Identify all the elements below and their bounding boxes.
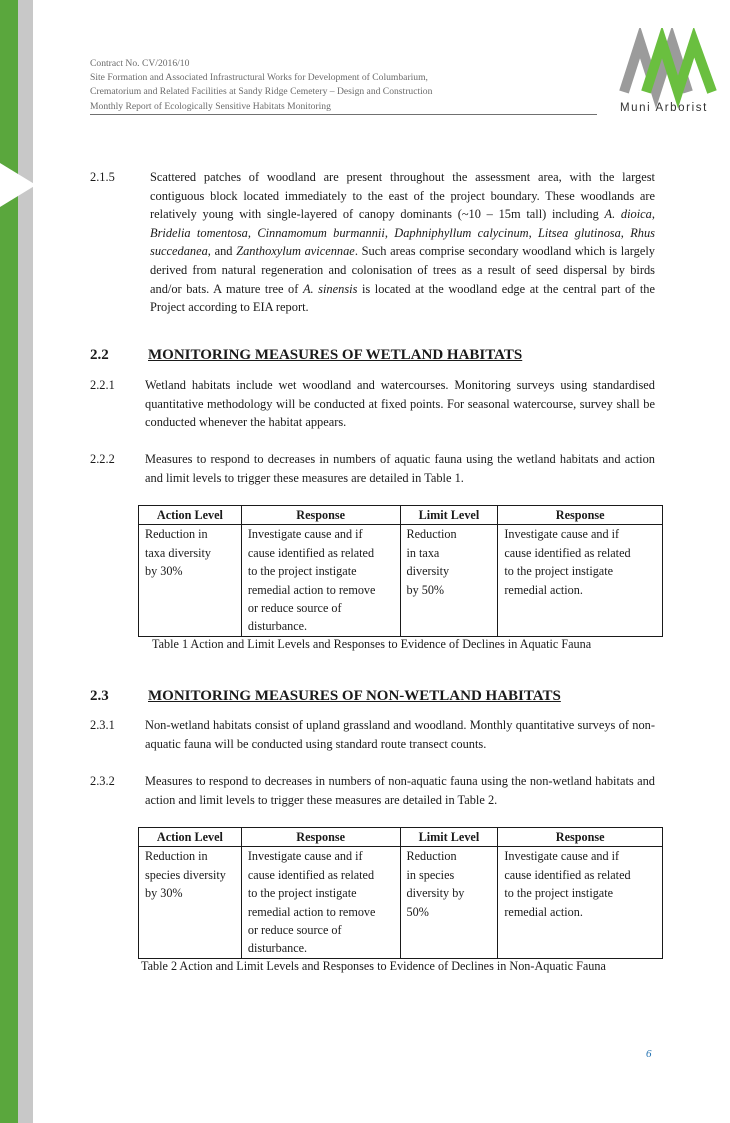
para-2-1-5: Scattered patches of woodland are present throughout the assessment area, with the largest contiguous block located immediately to the east of the project boundary. These woodlands are relatively young with single-layered of canopy dominants (~10 – 15m tall) including A. dioica, Bridelia tomentosa, Cinnamomum burmannii, Daphniphyllum calycinum, Litsea glutinosa, Rhus succedanea, and Zanthoxylum avicennae. Such areas comprise secondary woodland which is largely derived from natural regeneration and colonisation of trees as a result of seed dispersal by birds and/or bats. A mature tree of A. sinensis is located at the woodland edge at the central part of the Project according to EIA report. xyxy=(150,170,656,315)
table-2-non-aquatic-fauna xyxy=(138,827,663,959)
para-2-3-2: Measures to respond to decreases in numbers of non-aquatic fauna using the non-wetland habitats and action and limit levels to trigger these measures are detailed in Table 2. xyxy=(145,774,655,807)
logo-wordmark: Muni Arborist xyxy=(620,102,708,114)
cell-line: by 50% xyxy=(406,582,445,597)
table-1-header-action-level: Action Level xyxy=(139,506,242,525)
cell-line: remedial action. xyxy=(504,904,583,919)
table-1-header-response: Response xyxy=(241,506,400,525)
table-2-header-limit-level: Limit Level xyxy=(400,828,498,847)
cell-line: species diversity xyxy=(145,867,226,882)
cell-line: cause identified as related xyxy=(247,867,375,882)
cell-line: Reduction xyxy=(406,527,457,542)
table-1-aquatic-fauna xyxy=(138,505,663,637)
cell-line: to the project instigate xyxy=(247,564,357,579)
cell-line: in taxa xyxy=(406,545,440,560)
page-header xyxy=(90,57,600,114)
table-2-header-row xyxy=(139,828,663,847)
cell-line: Reduction xyxy=(406,849,457,864)
cell-line: Investigate cause and if xyxy=(504,849,620,864)
para-2-3-2-number: 2.3.2 xyxy=(90,774,115,788)
para-2-2-2-number: 2.2.2 xyxy=(90,452,115,466)
cell-line: Investigate cause and if xyxy=(504,527,620,542)
table-2-header-response-2: Response xyxy=(498,828,663,847)
cell-line: in species xyxy=(406,867,455,882)
header-divider xyxy=(90,114,597,115)
cell-line: diversity xyxy=(406,564,450,579)
para-2-2-2: Measures to respond to decreases in numbers of aquatic fauna using the wetland habitats and action and limit levels to trigger these measures are detailed in Table 1. xyxy=(145,452,655,485)
header-project-line-1: Site Formation and Associated Infrastructural Works for Development of Columbarium, xyxy=(90,72,428,84)
cell-line: to the project instigate xyxy=(504,564,613,579)
table-2-response-2-cell xyxy=(498,847,663,958)
cell-line: diversity by xyxy=(406,886,465,901)
section-2-3-number: 2.3 xyxy=(90,688,109,704)
table-1-header-limit-level: Limit Level xyxy=(400,506,498,525)
table-2-response-cell xyxy=(241,847,400,958)
table-2-header-response: Response xyxy=(241,828,400,847)
left-bar-notch xyxy=(0,163,36,207)
cell-line: to the project instigate xyxy=(247,886,357,901)
cell-line: Reduction in xyxy=(145,849,208,864)
para-2-2-1-number: 2.2.1 xyxy=(90,378,115,392)
table-1-action-level-cell xyxy=(139,525,242,636)
table-2-caption: Table 2 Action and Limit Levels and Responses to Evidence of Declines in Non-Aquatic Fauna xyxy=(141,959,606,973)
header-contract-no: Contract No. CV/2016/10 xyxy=(90,58,190,69)
cell-line: by 30% xyxy=(145,886,183,901)
table-1-limit-level-cell xyxy=(400,525,498,636)
cell-line: or reduce source of xyxy=(247,601,342,616)
para-2-1-5-number: 2.1.5 xyxy=(90,170,115,184)
table-1-caption: Table 1 Action and Limit Levels and Responses to Evidence of Declines in Aquatic Fauna xyxy=(152,637,592,651)
cell-line: Investigate cause and if xyxy=(247,527,363,542)
para-2-2-1: Wetland habitats include wet woodland and watercourses. Monitoring surveys using standardised quantitative methodology will be conducted at fixed points. For seasonal watercourse, survey shall be conducted whenever the habitat appears. xyxy=(145,378,655,430)
header-project-line-2: Crematorium and Related Facilities at Sandy Ridge Cemetery – Design and Construction xyxy=(90,86,433,98)
cell-line: Reduction in xyxy=(145,527,208,542)
cell-line: 50% xyxy=(406,904,429,919)
table-row xyxy=(139,525,663,636)
table-2-header-action-level: Action Level xyxy=(139,828,242,847)
cell-line: remedial action to remove xyxy=(247,904,376,919)
page-number: 6 xyxy=(646,1048,652,1060)
cell-line: by 30% xyxy=(145,564,183,579)
table-1-response-cell xyxy=(241,525,400,636)
cell-line: disturbance. xyxy=(247,941,308,956)
para-2-3-1: Non-wetland habitats consist of upland grassland and woodland. Monthly quantitative surveys of non-aquatic fauna will be conducted using standard route transect counts. xyxy=(145,718,655,751)
table-1-header-response-2: Response xyxy=(498,506,663,525)
cell-line: remedial action to remove xyxy=(247,582,376,597)
cell-line: cause identified as related xyxy=(504,867,631,882)
cell-line: remedial action. xyxy=(504,582,583,597)
cell-line: Investigate cause and if xyxy=(247,849,363,864)
cell-line: cause identified as related xyxy=(504,545,631,560)
section-2-2-title: MONITORING MEASURES OF WETLAND HABITATS xyxy=(148,347,523,363)
cell-line: taxa diversity xyxy=(145,545,211,560)
table-1-header-row xyxy=(139,506,663,525)
table-row xyxy=(139,847,663,958)
cell-line: or reduce source of xyxy=(247,923,342,938)
section-2-2-number: 2.2 xyxy=(90,347,109,363)
cell-line: cause identified as related xyxy=(247,545,375,560)
header-report-title: Monthly Report of Ecologically Sensitive Habitats Monitoring xyxy=(90,100,331,112)
para-2-3-1-number: 2.3.1 xyxy=(90,718,115,732)
table-2-action-level-cell xyxy=(139,847,242,958)
table-2-limit-level-cell xyxy=(400,847,498,958)
cell-line: disturbance. xyxy=(247,619,308,634)
table-1-response-2-cell xyxy=(498,525,663,636)
cell-line: to the project instigate xyxy=(504,886,613,901)
section-2-3-title: MONITORING MEASURES OF NON-WETLAND HABITATS xyxy=(148,688,561,704)
